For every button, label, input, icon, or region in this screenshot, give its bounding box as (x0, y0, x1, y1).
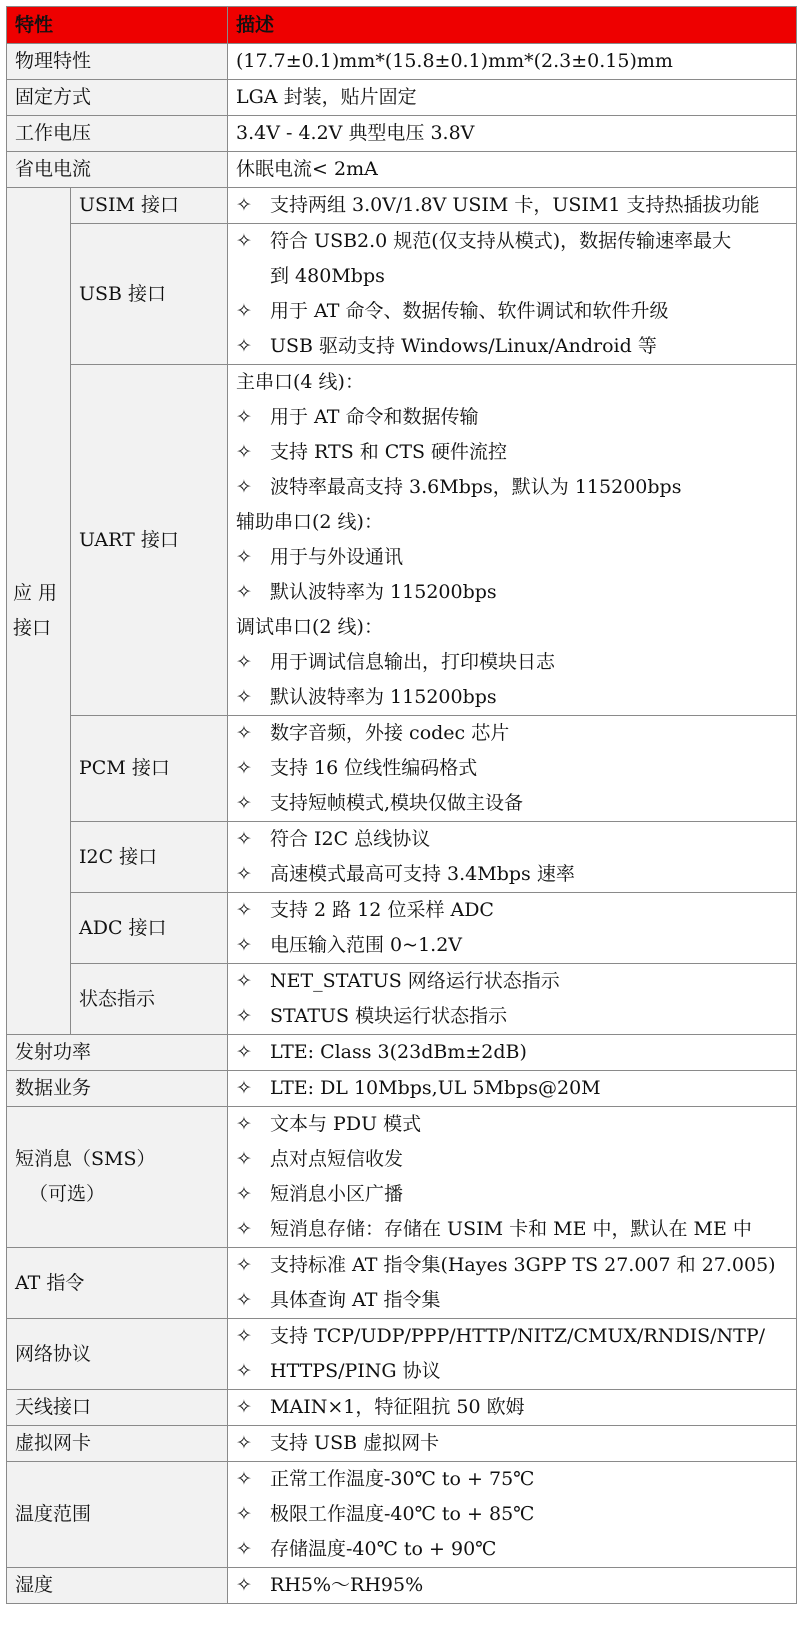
usim-label: USIM 接口 (71, 188, 228, 224)
list-item: ✧ STATUS 模块运行状态指示 (236, 999, 788, 1034)
sms-value (228, 1107, 797, 1248)
list-item: ✧ LTE: Class 3(23dBm±2dB) (236, 1035, 788, 1070)
status-label: 状态指示 (71, 964, 228, 1035)
list-item: ✧ 支持两组 3.0V/1.8V USIM 卡，USIM1 支持热插拔功能 (236, 188, 788, 223)
bullet-icon: ✧ (236, 686, 252, 708)
humidity-label: 湿度 (7, 1568, 228, 1604)
bullet-icon: ✧ (236, 1468, 252, 1490)
list-item: ✧ 数字音频，外接 codec 芯片 (236, 716, 788, 751)
row-mounting (7, 80, 797, 116)
header-row (7, 7, 797, 44)
bullet-icon: ✧ (236, 1574, 252, 1596)
list-item: ✧ 用于与外设通讯 (236, 540, 788, 575)
list-item: ✧ RH5%～RH95% (236, 1568, 788, 1603)
bullet-icon: ✧ (236, 406, 252, 428)
list-item-continuation: 到 480Mbps (270, 265, 385, 287)
bullet-icon: ✧ (236, 1538, 252, 1560)
bullet-icon: ✧ (236, 1254, 252, 1276)
uart-label: UART 接口 (71, 365, 228, 716)
uart-aux-title: 辅助串口(2 线)： (236, 511, 383, 533)
bullet-icon: ✧ (236, 722, 252, 744)
row-physical (7, 44, 797, 80)
usb-value (228, 224, 797, 365)
row-status (7, 964, 797, 1035)
list-item: ✧ 短消息小区广播 (236, 1177, 788, 1212)
row-pcm (7, 716, 797, 822)
voltage-label: 工作电压 (7, 116, 228, 152)
list-item: ✧ 支持 16 位线性编码格式 (236, 751, 788, 786)
uart-debug-title: 调试串口(2 线)： (236, 616, 383, 638)
usim-value (228, 188, 797, 224)
list-item: ✧ NET_STATUS 网络运行状态指示 (236, 964, 788, 999)
app-interface-label (7, 188, 71, 1035)
row-current (7, 152, 797, 188)
uart-main-title: 主串口(4 线)： (236, 371, 364, 393)
bullet-icon: ✧ (236, 1077, 252, 1099)
list-item: ✧ 波特率最高支持 3.6Mbps，默认为 115200bps (236, 470, 788, 505)
temperature-value (228, 1462, 797, 1568)
tx-power-value (228, 1035, 797, 1071)
row-adc (7, 893, 797, 964)
i2c-value (228, 822, 797, 893)
bullet-icon: ✧ (236, 335, 252, 357)
pcm-value (228, 716, 797, 822)
row-sms (7, 1107, 797, 1248)
list-item: ✧ HTTPS/PING 协议 (236, 1354, 788, 1389)
list-item: ✧ 正常工作温度-30℃ to + 75℃ (236, 1462, 788, 1497)
bullet-icon: ✧ (236, 1005, 252, 1027)
row-uart (7, 365, 797, 716)
bullet-icon: ✧ (236, 899, 252, 921)
row-protocol (7, 1319, 797, 1390)
physical-label: 物理特性 (7, 44, 228, 80)
list-item: ✧ 支持 TCP/UDP/PPP/HTTP/NITZ/CMUX/RNDIS/NTP/ (236, 1319, 788, 1354)
bullet-icon: ✧ (236, 1325, 252, 1347)
row-usim (7, 188, 797, 224)
bullet-icon: ✧ (236, 1289, 252, 1311)
bullet-icon: ✧ (236, 651, 252, 673)
tx-power-label: 发射功率 (7, 1035, 228, 1071)
uart-value (228, 365, 797, 716)
sms-label-line2: （可选） (29, 1183, 106, 1205)
list-item: ✧ 短消息存储：存储在 USIM 卡和 ME 中，默认在 ME 中 (236, 1212, 788, 1247)
list-item: ✧ 支持标准 AT 指令集(Hayes 3GPP TS 27.007 和 27.005) (236, 1248, 788, 1283)
protocol-label: 网络协议 (7, 1319, 228, 1390)
vnic-value (228, 1426, 797, 1462)
list-item: ✧ 用于调试信息输出，打印模块日志 (236, 645, 788, 680)
row-i2c (7, 822, 797, 893)
list-item: ✧ 支持 USB 虚拟网卡 (236, 1426, 788, 1461)
bullet-icon: ✧ (236, 934, 252, 956)
bullet-icon: ✧ (236, 1396, 252, 1418)
bullet-icon: ✧ (236, 828, 252, 850)
adc-value (228, 893, 797, 964)
header-description: 描述 (228, 7, 797, 44)
adc-label: ADC 接口 (71, 893, 228, 964)
row-vnic (7, 1426, 797, 1462)
bullet-icon: ✧ (236, 1218, 252, 1240)
mounting-value: LGA 封装，贴片固定 (228, 80, 797, 116)
bullet-icon: ✧ (236, 1148, 252, 1170)
row-at (7, 1248, 797, 1319)
pcm-label: PCM 接口 (71, 716, 228, 822)
bullet-icon: ✧ (236, 792, 252, 814)
row-data-service (7, 1071, 797, 1107)
bullet-icon: ✧ (236, 1503, 252, 1525)
row-temperature (7, 1462, 797, 1568)
list-item: ✧ USB 驱动支持 Windows/Linux/Android 等 (236, 329, 788, 364)
bullet-icon: ✧ (236, 581, 252, 603)
list-item: ✧ 支持 2 路 12 位采样 ADC (236, 893, 788, 928)
app-label-line1: 应 用 (13, 582, 58, 604)
bullet-icon: ✧ (236, 1360, 252, 1382)
app-label-line2: 接口 (13, 617, 52, 639)
data-service-value (228, 1071, 797, 1107)
bullet-icon: ✧ (236, 441, 252, 463)
list-item: ✧ 电压输入范围 0~1.2V (236, 928, 788, 963)
list-item: ✧ 高速模式最高可支持 3.4Mbps 速率 (236, 857, 788, 892)
current-label: 省电电流 (7, 152, 228, 188)
list-item: ✧ 具体查询 AT 指令集 (236, 1283, 788, 1318)
bullet-icon: ✧ (236, 476, 252, 498)
row-antenna (7, 1390, 797, 1426)
humidity-value (228, 1568, 797, 1604)
list-item: ✧ 用于 AT 命令和数据传输 (236, 400, 788, 435)
voltage-value: 3.4V - 4.2V 典型电压 3.8V (228, 116, 797, 152)
i2c-label: I2C 接口 (71, 822, 228, 893)
at-value (228, 1248, 797, 1319)
current-value: 休眠电流< 2mA (228, 152, 797, 188)
bullet-icon: ✧ (236, 230, 252, 252)
list-item: ✧ LTE: DL 10Mbps,UL 5Mbps@20M (236, 1071, 788, 1106)
vnic-label: 虚拟网卡 (7, 1426, 228, 1462)
bullet-icon: ✧ (236, 1041, 252, 1063)
at-label: AT 指令 (7, 1248, 228, 1319)
list-item: ✧ 存储温度-40℃ to + 90℃ (236, 1532, 788, 1567)
bullet-icon: ✧ (236, 1113, 252, 1135)
row-usb (7, 224, 797, 365)
bullet-icon: ✧ (236, 194, 252, 216)
bullet-icon: ✧ (236, 546, 252, 568)
header-feature: 特性 (7, 7, 228, 44)
list-item: ✧ 默认波特率为 115200bps (236, 575, 788, 610)
list-item: ✧ 极限工作温度-40℃ to + 85℃ (236, 1497, 788, 1532)
data-service-label: 数据业务 (7, 1071, 228, 1107)
bullet-icon: ✧ (236, 1183, 252, 1205)
sms-label (7, 1107, 228, 1248)
bullet-icon: ✧ (236, 1432, 252, 1454)
list-item: ✧ 点对点短信收发 (236, 1142, 788, 1177)
antenna-value (228, 1390, 797, 1426)
row-voltage (7, 116, 797, 152)
bullet-icon: ✧ (236, 757, 252, 779)
usb-label: USB 接口 (71, 224, 228, 365)
list-item: ✧ MAIN×1，特征阻抗 50 欧姆 (236, 1390, 788, 1425)
list-item: ✧ 用于 AT 命令、数据传输、软件调试和软件升级 (236, 294, 788, 329)
status-value (228, 964, 797, 1035)
list-item: ✧ 符合 USB2.0 规范(仅支持从模式)，数据传输速率最大 (236, 224, 788, 259)
bullet-icon: ✧ (236, 970, 252, 992)
antenna-label: 天线接口 (7, 1390, 228, 1426)
row-tx-power (7, 1035, 797, 1071)
spec-table (6, 6, 797, 1604)
list-item: ✧ 支持 RTS 和 CTS 硬件流控 (236, 435, 788, 470)
row-humidity (7, 1568, 797, 1604)
list-item: ✧ 默认波特率为 115200bps (236, 680, 788, 715)
list-item: ✧ 文本与 PDU 模式 (236, 1107, 788, 1142)
bullet-icon: ✧ (236, 863, 252, 885)
physical-value: (17.7±0.1)mm*(15.8±0.1)mm*(2.3±0.15)mm (228, 44, 797, 80)
temperature-label: 温度范围 (7, 1462, 228, 1568)
sms-label-line1: 短消息（SMS） (15, 1148, 156, 1170)
list-item: ✧ 支持短帧模式,模块仅做主设备 (236, 786, 788, 821)
list-item: ✧ 符合 I2C 总线协议 (236, 822, 788, 857)
protocol-value (228, 1319, 797, 1390)
bullet-icon: ✧ (236, 300, 252, 322)
mounting-label: 固定方式 (7, 80, 228, 116)
